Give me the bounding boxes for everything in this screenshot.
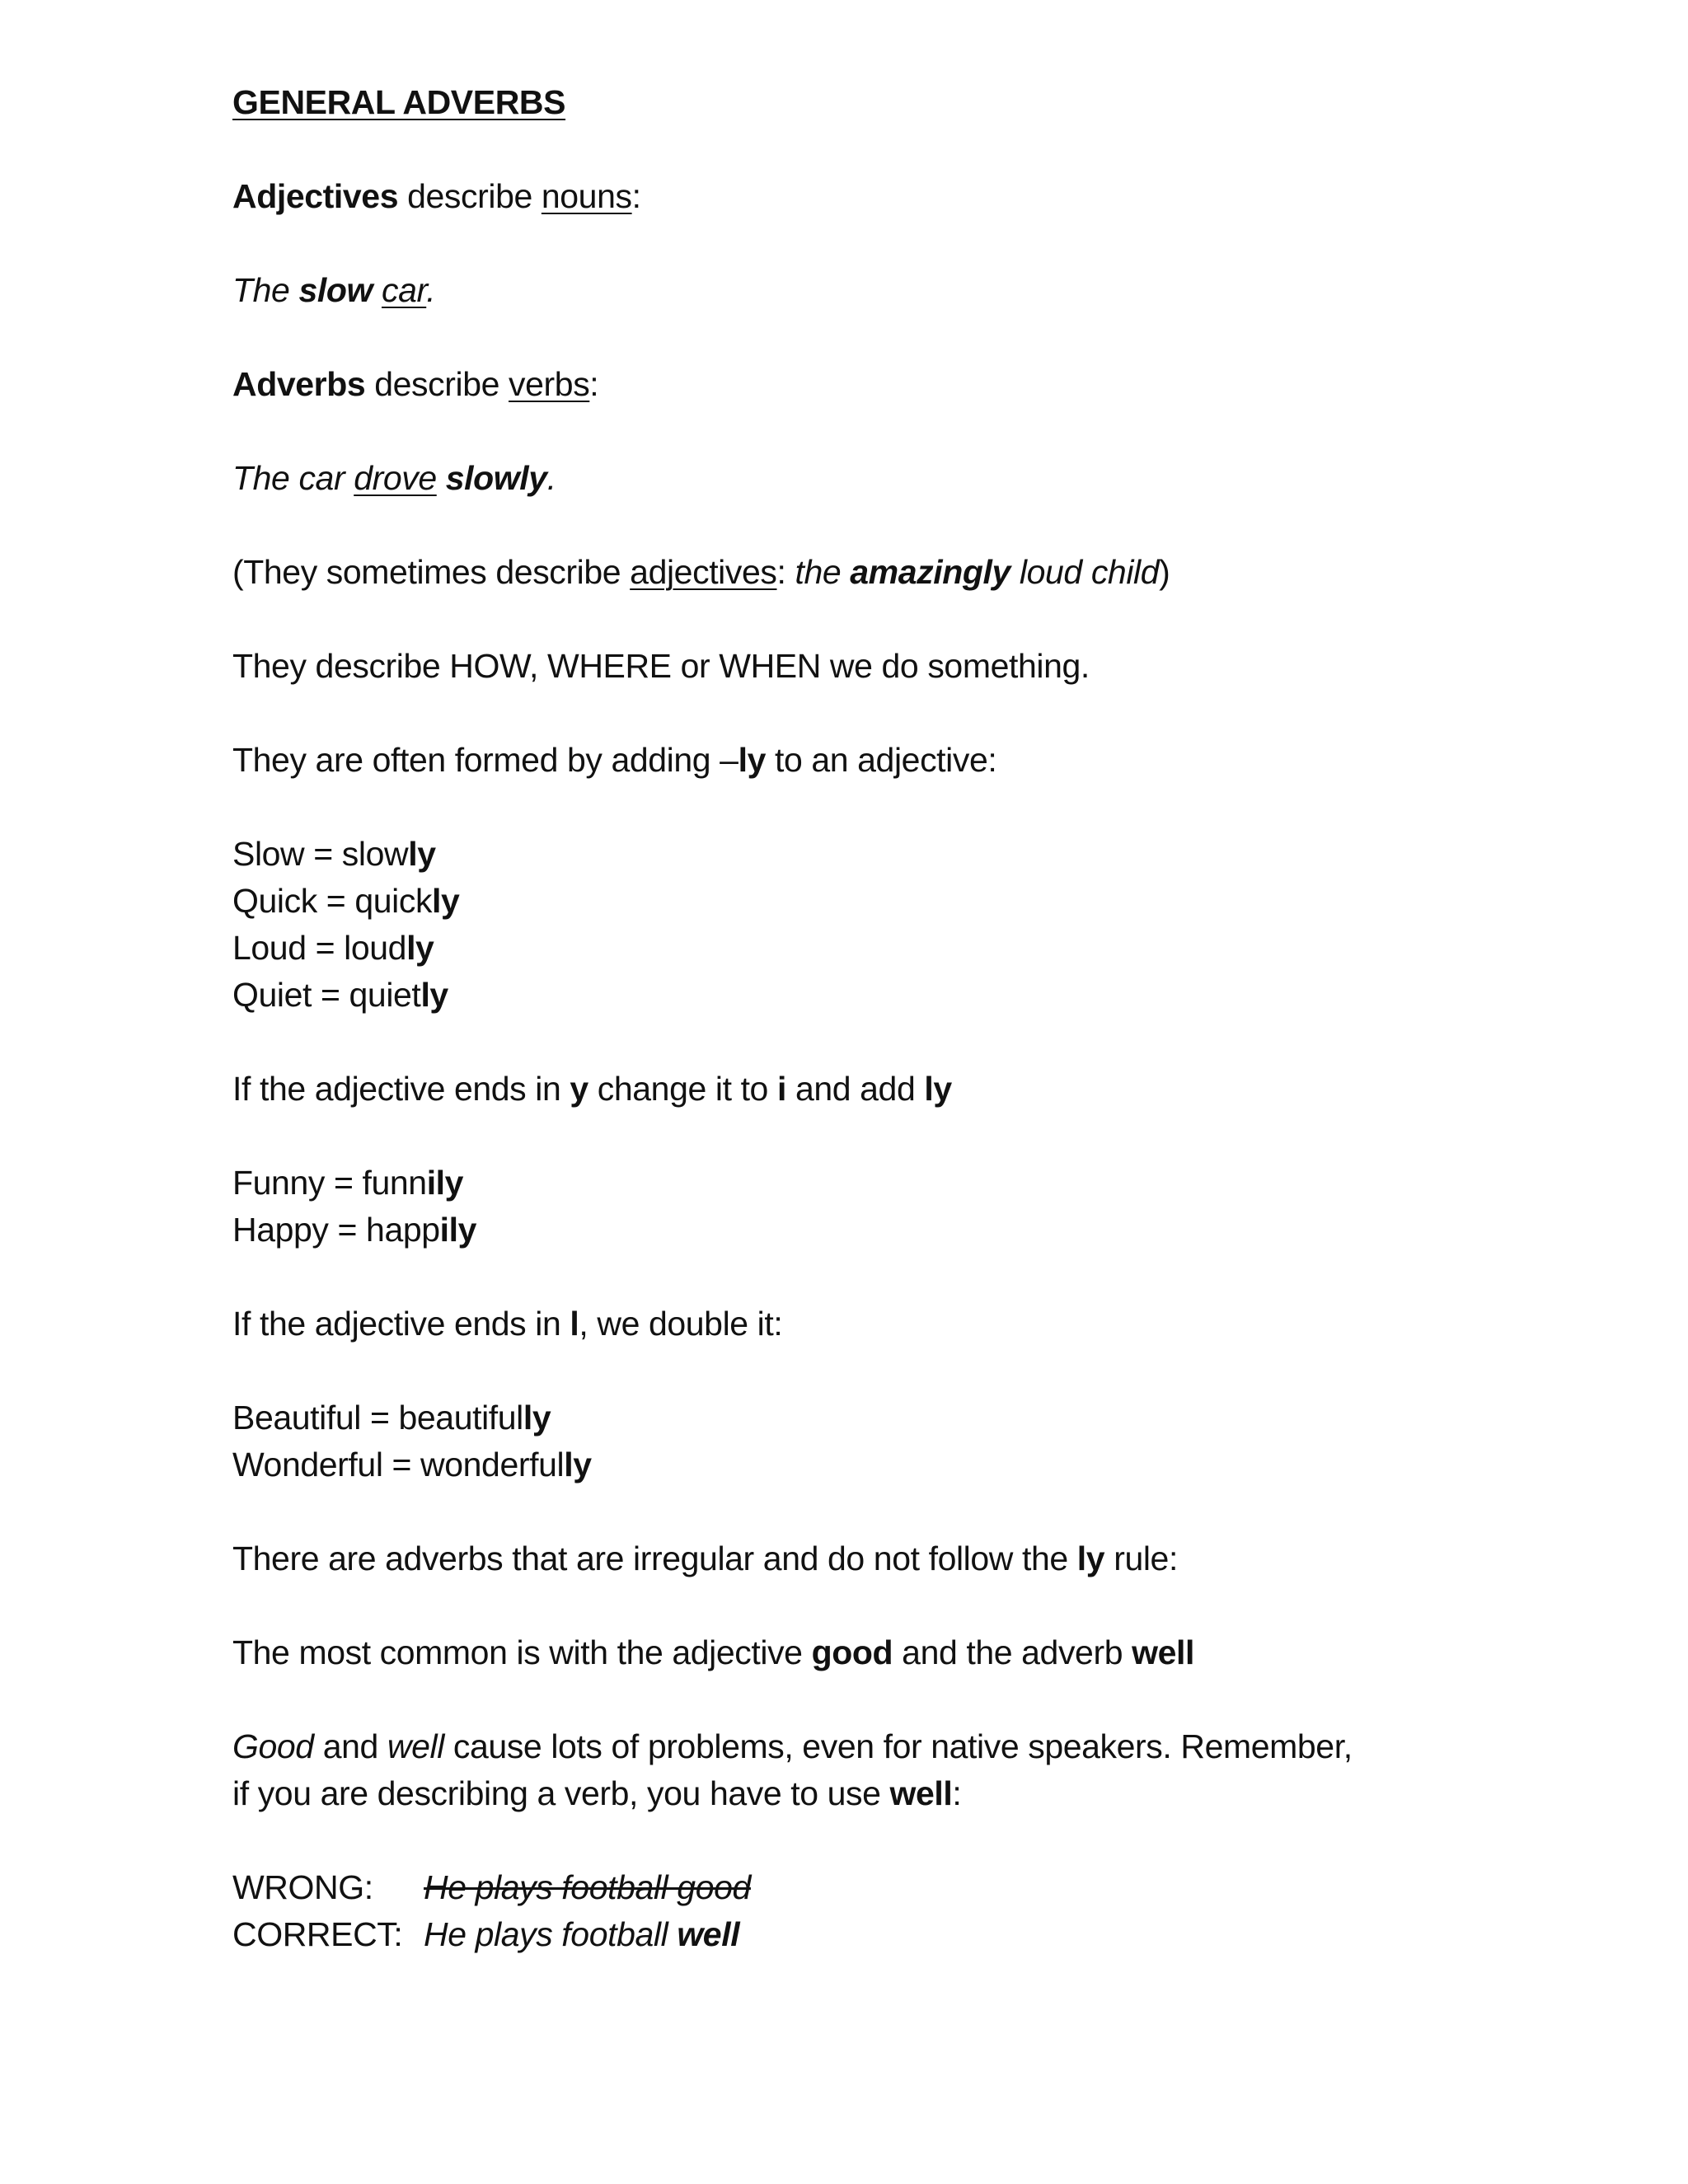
correct-example: CORRECT: He plays football well [232,1911,1551,1958]
common-line: The most common is with the adjective good and the adverb well [232,1633,1194,1671]
aside-adjectives: (They sometimes describe adjectives: the amazingly loud child) [232,553,1170,591]
adjectives-rule: Adjectives describe nouns: [232,177,641,215]
ly-example: Quick = quickly [232,882,460,920]
wrong-sentence: He plays football good [424,1868,751,1906]
formed-line: They are often formed by adding –ly to an adjective: [232,741,997,779]
wrong-example [232,1864,1551,1911]
ly-example: Loud = loudly [232,929,434,967]
ly-example: Slow = slowly [232,835,436,873]
y-rule: If the adjective ends in y change it to i and add ly [232,1070,952,1108]
l-example: Wonderful = wonderfully [232,1446,592,1483]
adjective-example: The slow car. [232,271,436,309]
wrong-label: WRONG: [232,1868,373,1906]
ly-example: Quiet = quietly [232,976,448,1014]
y-example: Happy = happily [232,1211,477,1249]
l-example: Beautiful = beautifully [232,1399,551,1436]
page-title: GENERAL ADVERBS [232,83,566,121]
describe-line: They describe HOW, WHERE or WHEN we do something. [232,647,1090,685]
l-rule: If the adjective ends in l, we double it: [232,1305,783,1343]
problems-line-2: if you are describing a verb, you have to use well: [232,1774,962,1812]
adverbs-rule: Adverbs describe verbs: [232,365,599,403]
irregular-line: There are adverbs that are irregular and do not follow the ly rule: [232,1540,1178,1577]
problems-line: Good and well cause lots of problems, even for native speakers. Remember, [232,1727,1353,1765]
adverb-example: The car drove slowly. [232,459,556,497]
y-example: Funny = funnily [232,1164,464,1202]
document-page [232,79,1551,1958]
correct-label: CORRECT: [232,1915,403,1953]
